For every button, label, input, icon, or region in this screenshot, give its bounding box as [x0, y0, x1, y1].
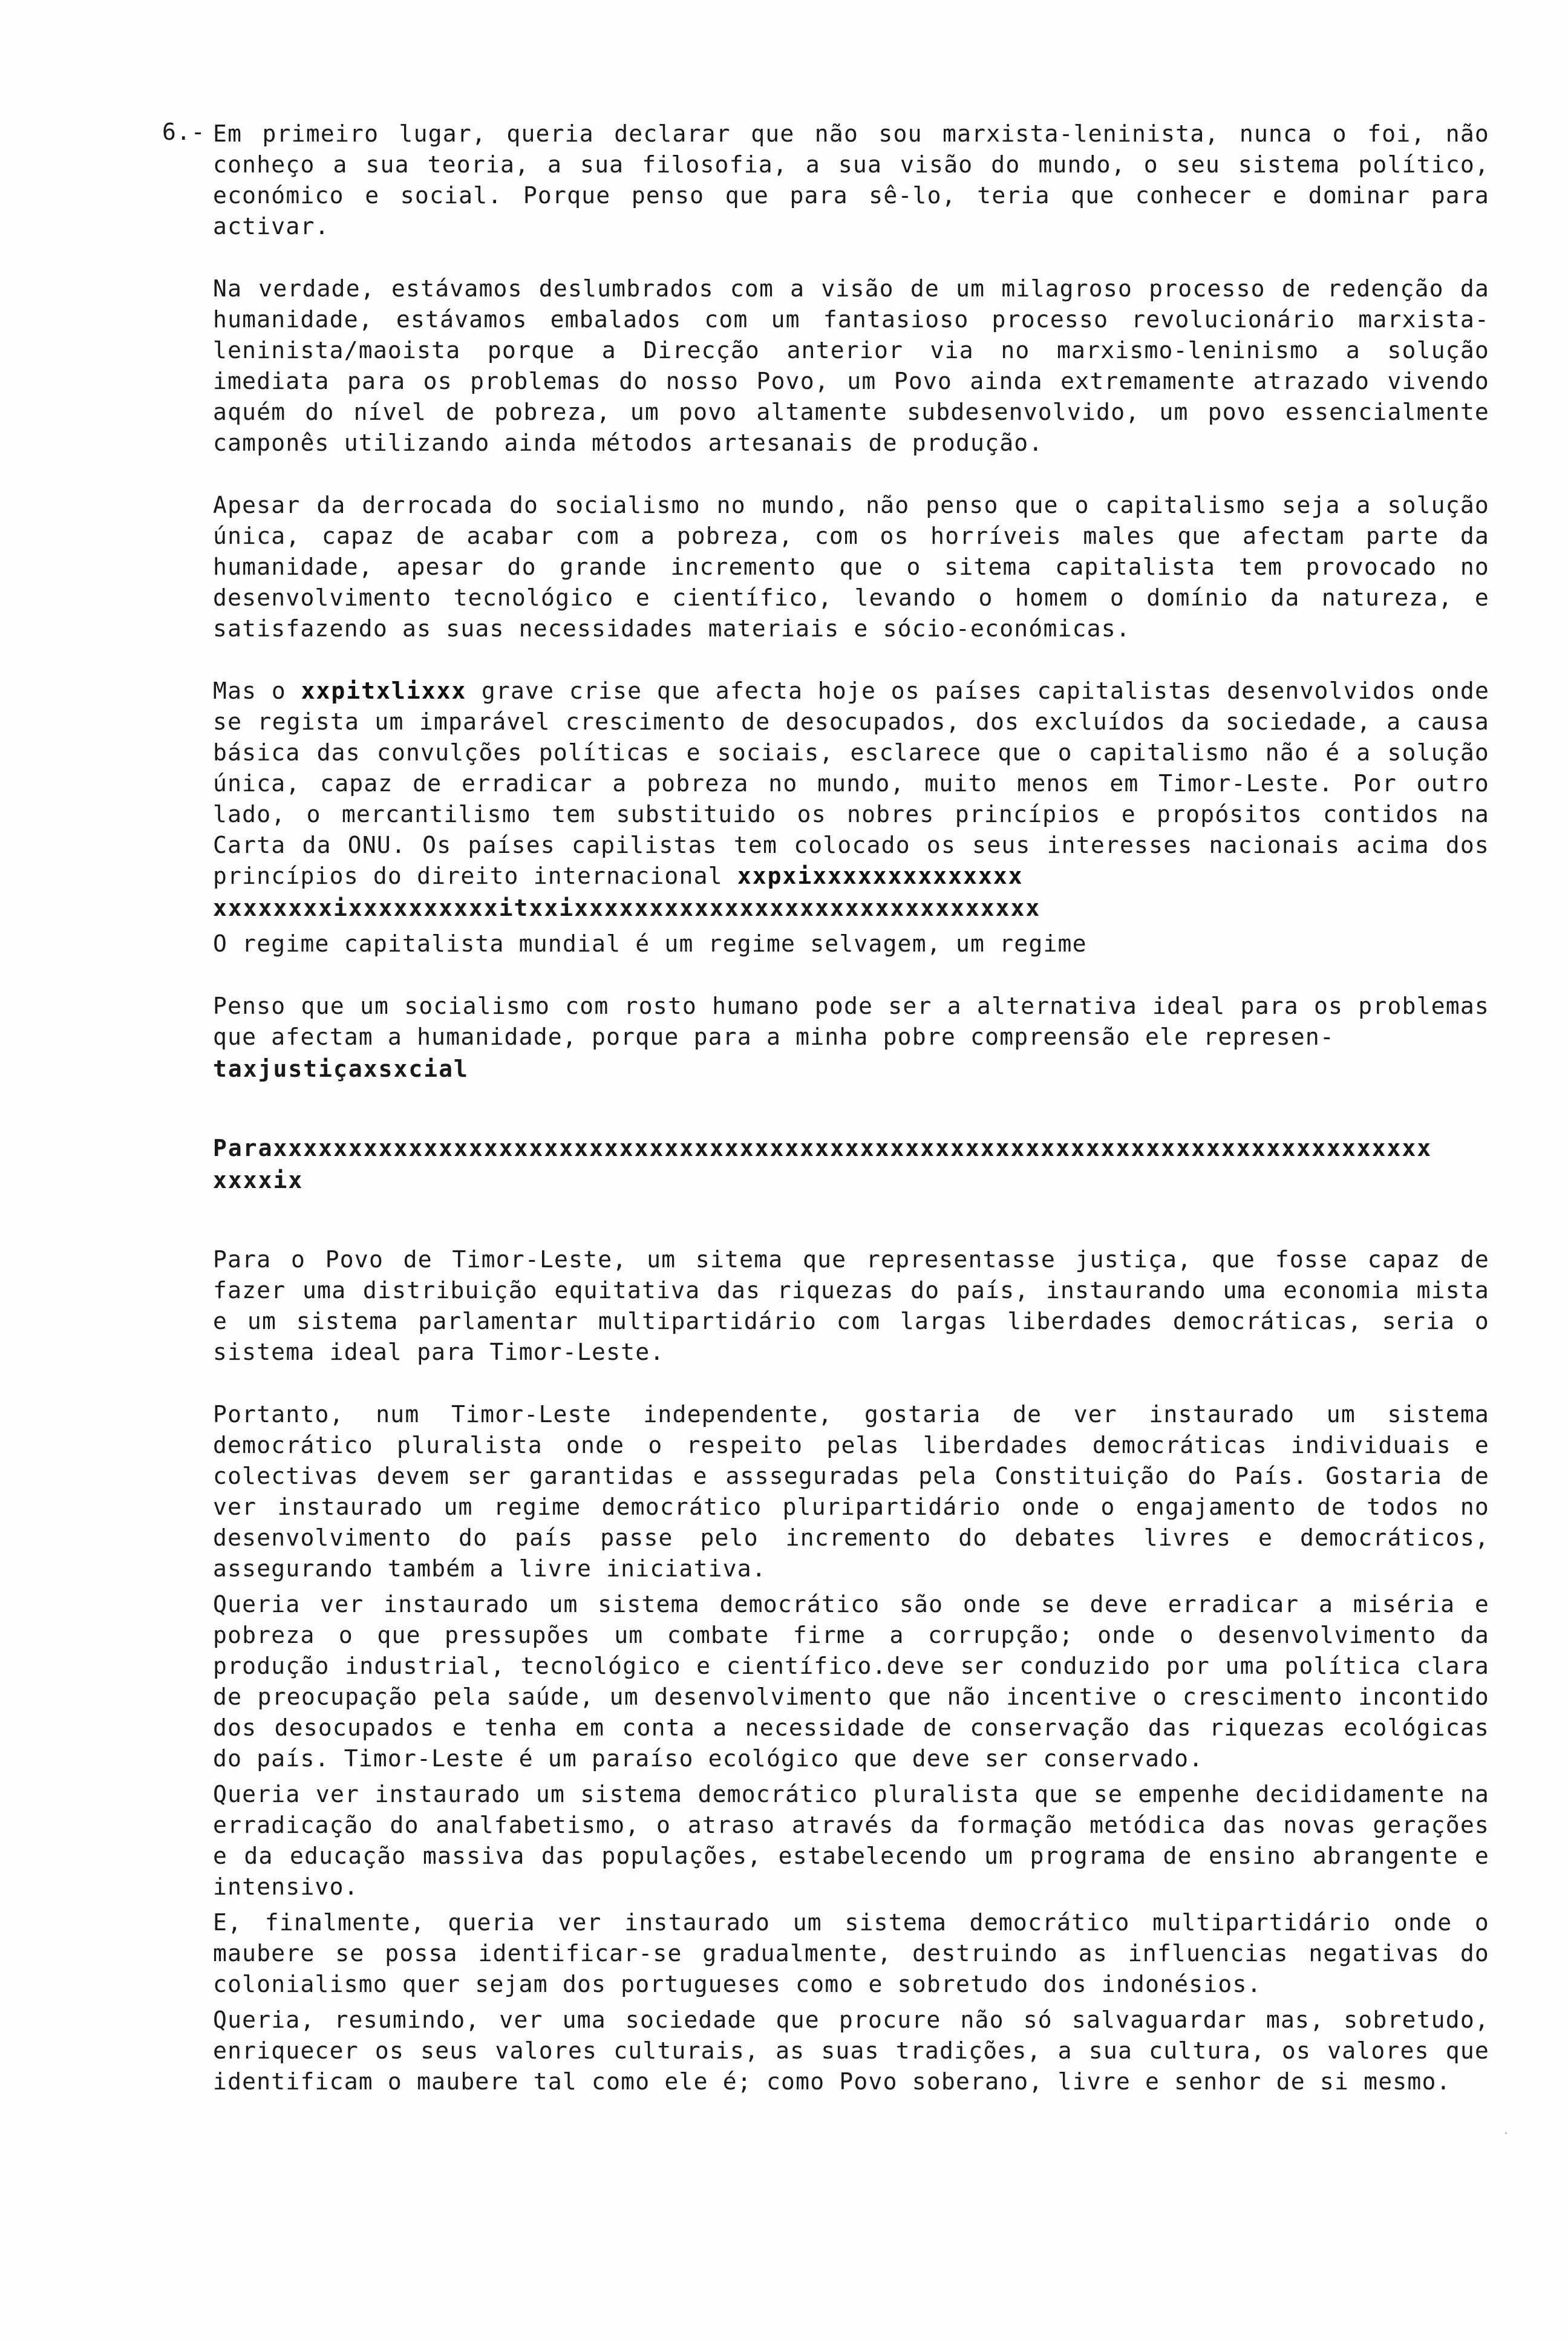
paragraph-6	[213, 991, 1489, 1085]
scan-speck: ·	[1501, 2126, 1510, 2141]
paragraph-11: Queria ver instaurado um sistema democrático pluralista que se empenhe decididamente na erradicação do analfabetismo, o atraso através da formação metódica das novas gerações e da educação massiva das populações, estabelecendo um programa de ensino abrangente e intensivo.	[213, 1781, 1489, 1900]
paragraph-7-struck-line-1: Paraxxxxxxxxxxxxxxxxxxxxxxxxxxxxxxxxxxxxxxxxxxxxxxxxxxxxxxxxxxxxxxxxxxxxxxxxxxxxx	[213, 1135, 1432, 1161]
paragraph-3: Apesar da derrocada do socialismo no mundo, não penso que o capitalismo seja a solução única, capaz de acabar com a pobreza, com os horríveis males que afectam parte da humanidade, apesar do grande incremento que o sitema capitalista tem provocado no desenvolvimento tecnológico e científico, levando o homem o domínio da natureza, e satisfazendo as suas necessidades materiais e sócio-económicas.	[213, 492, 1489, 642]
paragraph-5: O regime capitalista mundial é um regime selvagem, um regime	[213, 930, 1087, 957]
paragraph-8: Para o Povo de Timor-Leste, um sitema que representasse justiça, que fosse capaz de fazer uma distribuição equitativa das riquezas do país, instaurando uma economia mista e um sistema parlamentar multipartidário com largas liberdades democráticas, seria o sistema ideal para Timor-Leste.	[213, 1246, 1489, 1365]
document-body	[213, 119, 1489, 2102]
paragraph-4-struck-word: xxpitxlixxx	[301, 677, 467, 704]
item-number: 6.-	[162, 119, 206, 145]
paragraph-6-struck-line: taxjustiçaxsxcial	[213, 1056, 469, 1082]
paragraph-4	[213, 676, 1489, 924]
paragraph-7-struck	[213, 1133, 1489, 1196]
paragraph-6-text: Penso que um socialismo com rosto humano pode ser a alternativa ideal para os problemas que afectam a humanidade, porque para a minha pobre compreensão ele represen-	[213, 993, 1489, 1050]
paragraph-9: Portanto, num Timor-Leste independente, gostaria de ver instaurado um sistema democrático pluralista onde o respeito pelas liberdades democráticas individuais e colectivas devem ser garantidas e assseguradas pela Constituição do País. Gostaria de ver instaurado um regime democrático pluripartidário onde o engajamento de todos no desenvolvimento do país passe pelo incremento do debates livres e democráticos, assegurando também a livre iniciativa.	[213, 1401, 1489, 1582]
paragraph-1: Em primeiro lugar, queria declarar que não sou marxista-leninista, nunca o foi, não conheço a sua teoria, a sua filosofia, a sua visão do mundo, o seu sistema político, económico e social. Porque penso que para sê-lo, teria que conhecer e dominar para activar.	[213, 120, 1489, 240]
paragraph-4-struck-tail: xxpxixxxxxxxxxxxxxx	[737, 863, 1024, 889]
paragraph-4-text-after: grave crise que afecta hoje os países capitalistas desenvolvidos onde se regista um imparável crescimento de desocupados, dos excluídos da sociedade, a causa básica das convulções políticas e sociais, esclarece que o capitalismo não é a solução única, capaz de erradicar a pobreza no mundo, muito menos em Timor-Leste. Por outro lado, o mercantilismo tem substituido os nobres princípios e propósitos contidos na Carta da ONU. Os países capilistas tem colocado os seus interesses nacionais acima dos princípios do direito internacional	[213, 677, 1490, 889]
paragraph-12: E, finalmente, queria ver instaurado um sistema democrático multipartidário onde o maubere se possa identificar-se gradualmente, destruindo as influencias negativas do colonialismo quer sejam dos portugueses como e sobretudo dos indonésios.	[213, 1909, 1489, 1997]
paragraph-4-struck-line: xxxxxxxxixxxxxxxxxxitxxixxxxxxxxxxxxxxxxxxxxxxxxxxxxxxx	[213, 895, 1041, 921]
paragraph-13: Queria, resumindo, ver uma sociedade que procure não só salvaguardar mas, sobretudo, enriquecer os seus valores culturais, as suas tradições, a sua cultura, os valores que identificam o maubere tal como ele é; como Povo soberano, livre e senhor de si mesmo.	[213, 2006, 1489, 2095]
paragraph-7-struck-line-2: xxxxix	[213, 1167, 304, 1193]
paragraph-4-text-before: Mas o	[213, 677, 286, 704]
paragraph-10: Queria ver instaurado um sistema democrático são onde se deve erradicar a miséria e pobreza o que pressupões um combate firme a corrupção; onde o desenvolvimento da produção industrial, tecnológico e científico.deve ser conduzido por uma política clara de preocupação pela saúde, um desenvolvimento que não incentive o crescimento incontido dos desocupados e tenha em conta a necessidade de conservação das riquezas ecológicas do país. Timor-Leste é um paraíso ecológico que deve ser conservado.	[213, 1591, 1489, 1772]
paragraph-2: Na verdade, estávamos deslumbrados com a visão de um milagroso processo de redenção da humanidade, estávamos embalados com um fantasioso processo revolucionário marxista-leninista/maoista porque a Direcção anterior via no marxismo-leninismo a solução imediata para os problemas do nosso Povo, um Povo ainda extremamente atrazado vivendo aquém do nível de pobreza, um povo altamente subdesenvolvido, um povo essencialmente camponês utilizando ainda métodos artesanais de produção.	[213, 275, 1489, 456]
